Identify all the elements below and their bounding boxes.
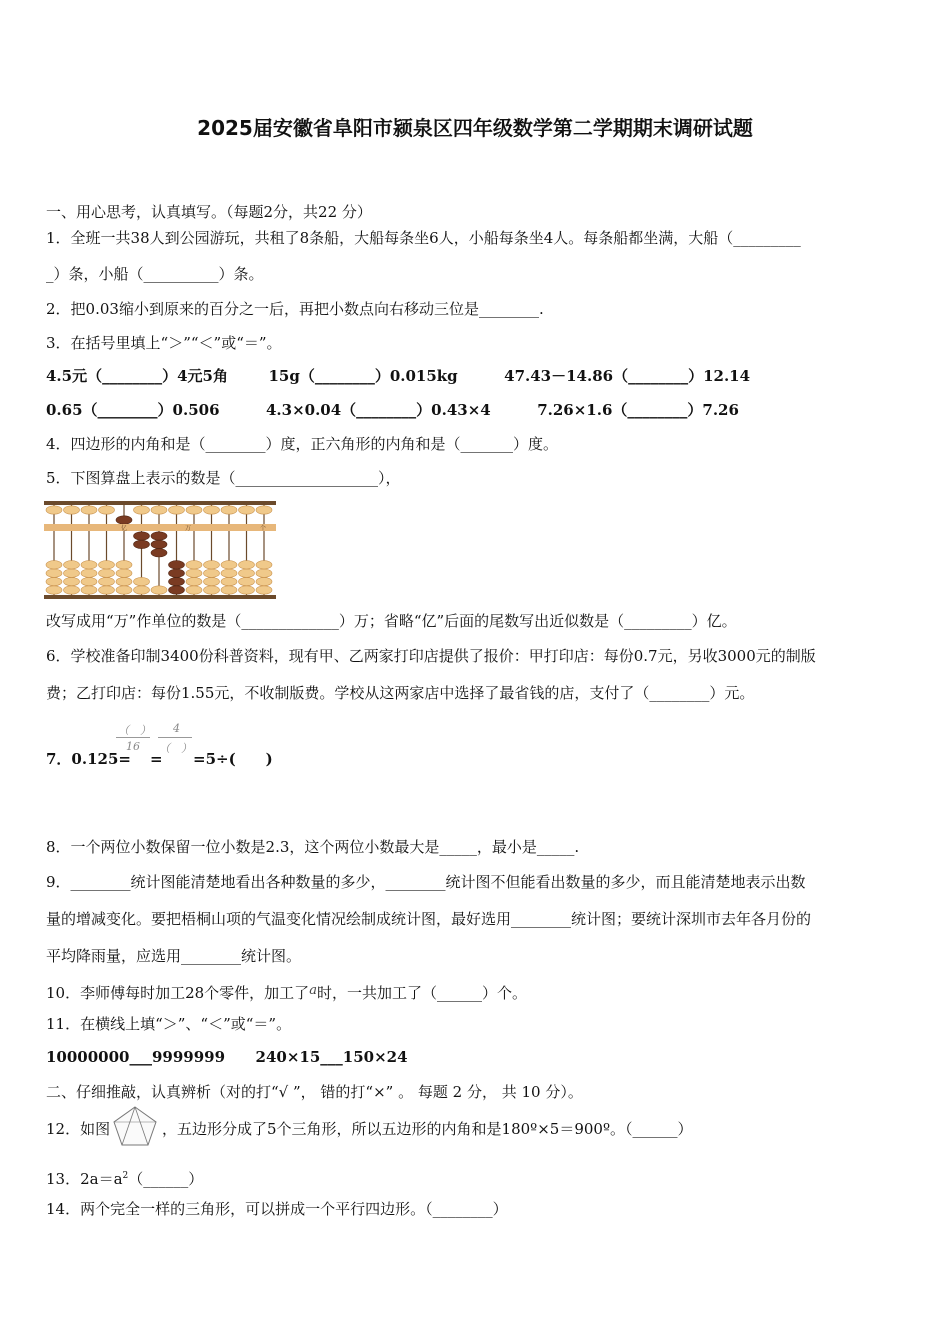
abacus-bead (151, 506, 167, 514)
abacus-bead (81, 586, 97, 594)
abacus-bead (64, 586, 80, 594)
abacus-bead (46, 586, 62, 594)
abacus-bead (204, 586, 220, 594)
abacus-bead (116, 577, 132, 585)
abacus-label-wan: 万 (185, 525, 192, 532)
q11-item-b: 240×15___150×24 (255, 1048, 408, 1066)
abacus-bead (46, 577, 62, 585)
abacus-bead (81, 569, 97, 577)
section-1-heading: 一、用心思考，认真填写。（每题2分，共22 分） (46, 203, 372, 221)
abacus-bead (151, 549, 167, 557)
abacus-label-ge: 个 (260, 525, 267, 532)
abacus-bead (239, 586, 255, 594)
abacus-bead (64, 569, 80, 577)
q7-fraction-1-denominator: 16 (126, 740, 140, 753)
abacus-bead (151, 532, 167, 540)
abacus-bead (221, 506, 237, 514)
abacus-bead (256, 569, 272, 577)
abacus-bead (186, 586, 202, 594)
abacus-bead (134, 532, 150, 540)
question-10 (46, 982, 916, 1002)
abacus-bead (169, 577, 185, 585)
abacus-bead (81, 506, 97, 514)
question-2: 2．把0.03缩小到原来的百分之一后，再把小数点向右移动三位是________. (46, 300, 544, 318)
q11-item-a: 10000000___9999999 (46, 1048, 226, 1066)
abacus-bead (116, 561, 132, 569)
abacus-bead (221, 569, 237, 577)
abacus-figure (44, 496, 276, 600)
q10-text-a: 10．李师傅每时加工28个零件，加工了 (46, 984, 310, 1002)
abacus-bead (204, 506, 220, 514)
abacus-bead (186, 569, 202, 577)
abacus-bead (116, 516, 132, 524)
abacus-bead (256, 577, 272, 585)
question-13 (46, 1167, 916, 1188)
abacus-bead (151, 586, 167, 594)
abacus-bead (99, 577, 115, 585)
question-6-line-2: 费；乙打印店：每份1.55元，不收制版费。学校从这两家店中选择了最省钱的店，支付了（________）元。 (46, 684, 755, 702)
question-9-line-3: 平均降雨量，应选用________统计图。 (46, 947, 302, 965)
abacus-bead (239, 577, 255, 585)
question-9-line-1: 9．________统计图能清楚地看出各种数量的多少，________统计图不但能看出数量的多少，而且能清楚地表示出数 (46, 873, 806, 891)
q7-fraction-2-denominator: （ ） (159, 742, 192, 755)
question-6-line-1: 6．学校准备印制3400份科普资料，现有甲、乙两家打印店提供了报价：甲打印店：每份0.7元，另收3000元的制版 (46, 647, 816, 665)
q7-fraction-1-bar (116, 737, 150, 738)
q13-exponent: 2 (122, 1171, 129, 1181)
abacus-bead (134, 540, 150, 548)
abacus-bead (239, 561, 255, 569)
section-2-heading: 二、仔细推敲，认真辨析（对的打“√ ”， 错的打“×” 。 每题 2 分， 共 10 分）。 (46, 1083, 583, 1101)
question-1-line-2: _）条，小船（__________）条。 (46, 265, 264, 283)
q13-text-a: 13．2a＝a (46, 1170, 123, 1188)
abacus-bead (169, 506, 185, 514)
q7-suffix: =5÷( ) (193, 750, 273, 768)
q3-row1-item-c: 47.43－14.86（________）12.14 (504, 367, 751, 385)
question-8: 8．一个两位小数保留一位小数是2.3，这个两位小数最大是_____，最小是_____. (46, 838, 580, 856)
q7-fraction-2-numerator: 4 (173, 722, 180, 735)
abacus-bead (256, 586, 272, 594)
abacus-bead (169, 586, 185, 594)
question-5-followup: 改写成用“万”作单位的数是（_____________）万；省略“亿”后面的尾数写出近似数是（_________）亿。 (46, 612, 737, 630)
abacus-bead (204, 561, 220, 569)
question-9-line-2: 量的增减变化。要把梧桐山项的气温变化情况绘制成统计图，最好选用________统计图；要统计深圳市去年各月份的 (46, 910, 812, 928)
q7-prefix: 7．0.125= (46, 750, 131, 768)
pentagon-figure (112, 1105, 158, 1147)
q3-row2-item-c: 7.26×1.6（________）7.26 (537, 401, 739, 419)
abacus-bead (46, 561, 62, 569)
question-3-row-2 (46, 401, 916, 419)
abacus-bead (221, 577, 237, 585)
abacus-bead (134, 506, 150, 514)
abacus-bead (151, 540, 167, 548)
abacus-bead (204, 577, 220, 585)
abacus-bead (221, 561, 237, 569)
abacus-bead (239, 569, 255, 577)
abacus-bead (81, 561, 97, 569)
abacus-bead (116, 586, 132, 594)
abacus-bead (134, 577, 150, 585)
question-3: 3．在括号里填上“＞”“＜”或“＝”。 (46, 334, 282, 352)
question-1-line-1: 1．全班一共38人到公园游玩，共租了8条船，大船每条坐6人，小船每条坐4人。每条船都坐满，大船（_________ (46, 229, 801, 247)
abacus-bead (99, 506, 115, 514)
q7-equals: = (150, 750, 163, 768)
abacus-bead (256, 506, 272, 514)
abacus-bead (99, 586, 115, 594)
abacus-bead (186, 506, 202, 514)
abacus-bead (64, 561, 80, 569)
question-11-row (46, 1048, 916, 1066)
question-5: 5．下图算盘上表示的数是（___________________）， (46, 469, 401, 487)
abacus-bead (81, 577, 97, 585)
abacus-bead (64, 577, 80, 585)
abacus-bead (186, 577, 202, 585)
q10-text-b: 时，一共加工了（______）个。 (316, 984, 527, 1002)
question-14: 14．两个完全一样的三角形，可以拼成一个平行四边形。（________） (46, 1200, 508, 1218)
q12-text-b: ，五边形分成了5个三角形，所以五边形的内角和是180º×5＝900º。（______） (162, 1120, 693, 1138)
question-11: 11．在横线上填“＞”、“＜”或“＝”。 (46, 1015, 292, 1033)
abacus-bead (256, 561, 272, 569)
abacus-bead (134, 586, 150, 594)
q10-variable: a (309, 983, 317, 998)
abacus-bead (46, 506, 62, 514)
q7-fraction-1-numerator: （ ） (118, 724, 151, 737)
abacus-label-yi: 亿 (121, 525, 128, 532)
q7-fraction-2-bar (158, 737, 192, 738)
abacus-bead (169, 561, 185, 569)
abacus-bead (99, 561, 115, 569)
q3-row1-item-a: 4.5元（________）4元5角 (46, 367, 228, 385)
question-4: 4．四边形的内角和是（________）度，正六角形的内角和是（_______）度。 (46, 435, 559, 453)
page-title: 2025届安徽省阜阳市颍泉区四年级数学第二学期期末调研试题 (197, 116, 753, 140)
abacus-bead (116, 569, 132, 577)
abacus-bead (64, 506, 80, 514)
q13-text-b: （______） (128, 1170, 204, 1188)
q3-row2-item-b: 4.3×0.04（________）0.43×4 (265, 401, 491, 419)
abacus-bead (239, 506, 255, 514)
q3-row1-item-b: 15g（________）0.015kg (268, 367, 458, 385)
abacus-bead (169, 569, 185, 577)
abacus-bead (186, 561, 202, 569)
abacus-bead (204, 569, 220, 577)
abacus-bead (99, 569, 115, 577)
abacus-bead (221, 586, 237, 594)
q12-text-a: 12．如图 (46, 1120, 111, 1138)
abacus-bead (46, 569, 62, 577)
question-3-row-1 (46, 367, 916, 385)
q3-row2-item-a: 0.65（________）0.506 (46, 401, 220, 419)
